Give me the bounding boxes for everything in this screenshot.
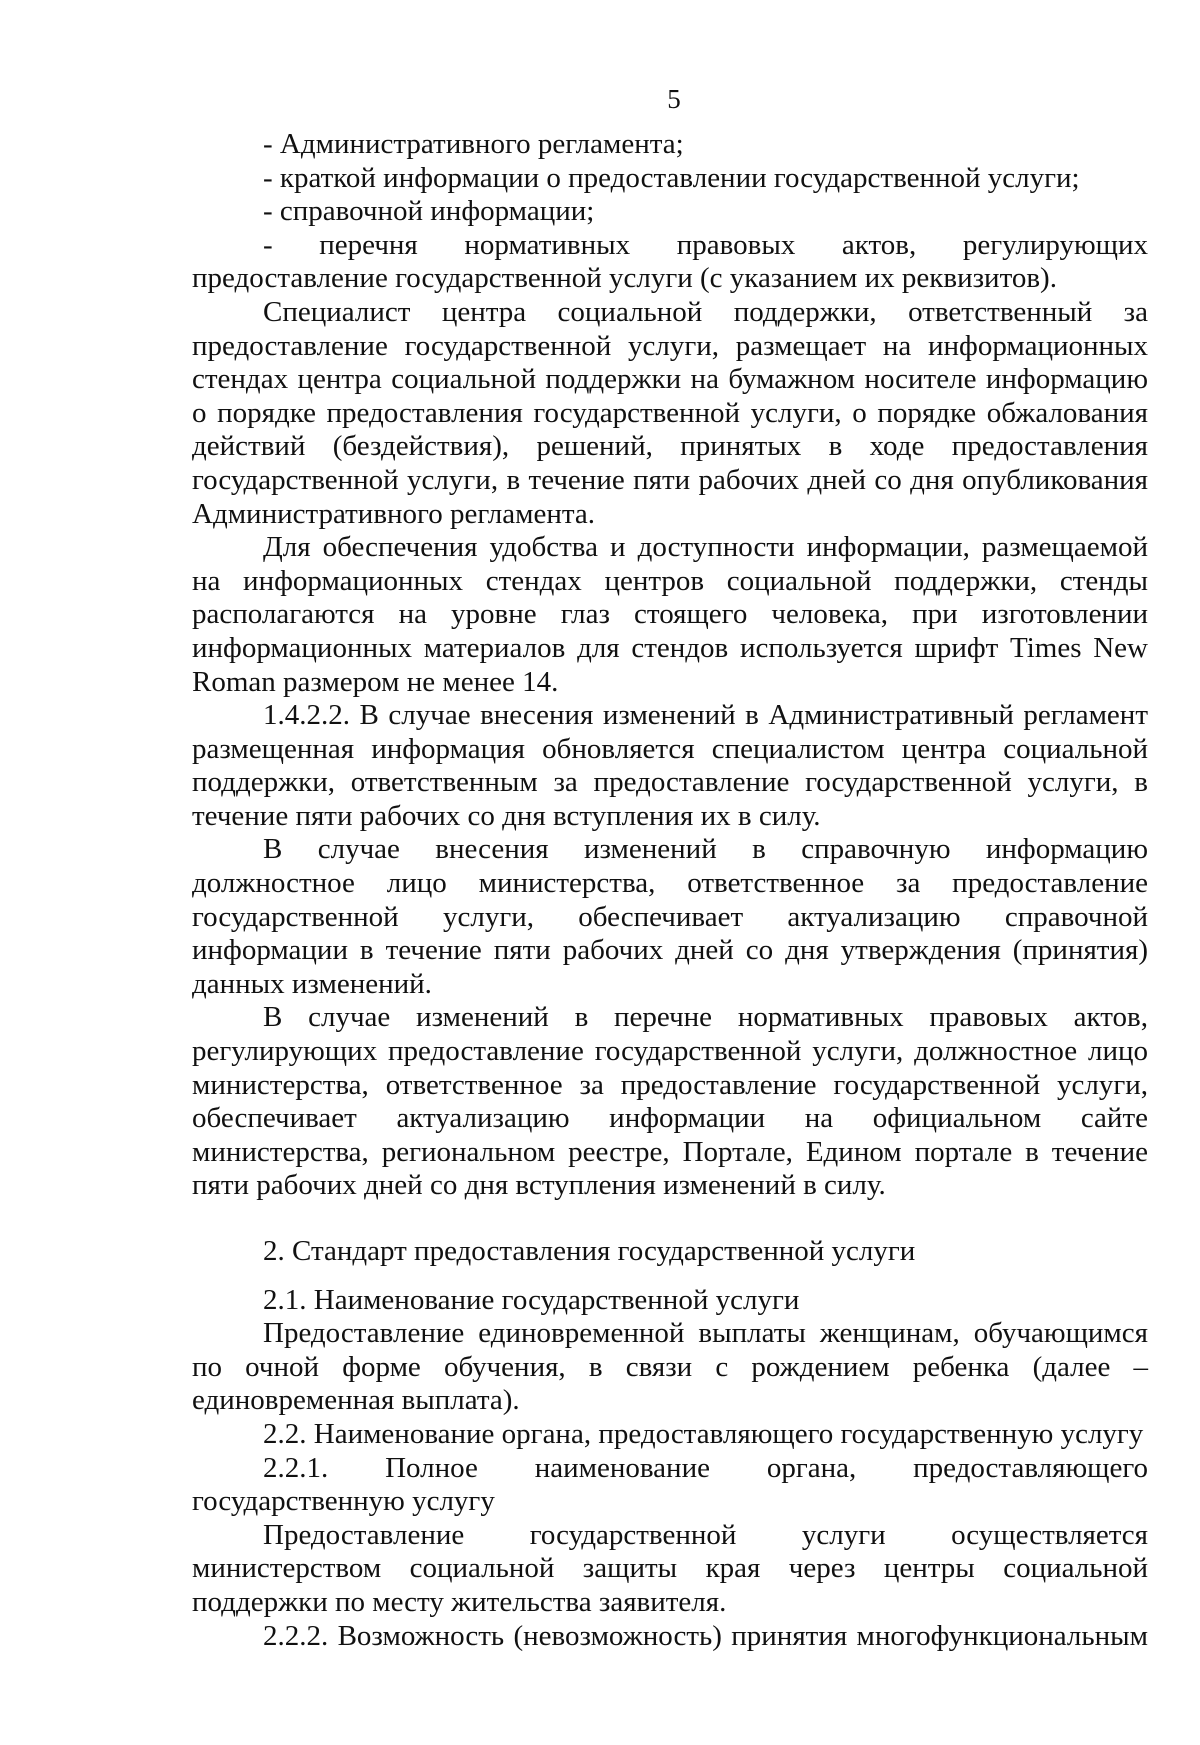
- paragraph-1-4-2-2: 1.4.2.2. В случае внесения изменений в Административный регламент размещенная информация обновляется специалистом центра социальной поддержки, ответственным за предоставление государственной услуги, в течение пяти рабочих со дня вступления их в силу.: [192, 699, 1148, 832]
- paragraph-specialist-stands: Специалист центра социальной поддержки, ответственный за предоставление государственной услуги, размещает на информационных стендах центра социальной поддержки на бумажном носителе информацию о порядке предоставления государственной услуги, о порядке обжалования действий (бездействия), решений, принятых в ходе предоставления государственной услуги, в течение пяти рабочих дней со дня опубликования Административного регламента.: [192, 295, 1148, 530]
- paragraph-legal-acts-changes: В случае изменений в перечне нормативных правовых актов, регулирующих предоставление государственной услуги, должностное лицо министерства, ответственное за предоставление государственной услуги, обеспечивает актуализацию информации на официальном сайте министерства, региональном реестре, Портале, Едином портале в течение пяти рабочих дней со дня вступления изменений в силу.: [192, 1001, 1148, 1202]
- list-item-brief-info: - краткой информации о предоставлении государственной услуги;: [263, 161, 1080, 194]
- list-item-legal-acts: - перечня нормативных правовых актов, регулирующих предоставление государственной услуги (с указанием их реквизитов).: [192, 228, 1148, 295]
- list-item-regulation: - Административного регламента;: [263, 128, 684, 160]
- section-2-2-1-text: Предоставление государственной услуги осуществляется министерством социальной защиты края через центры социальной поддержки по месту жительства заявителя.: [192, 1518, 1148, 1618]
- section-2-heading: 2. Стандарт предоставления государственной услуги: [263, 1235, 916, 1267]
- list-item-reference-info: - справочной информации;: [263, 195, 595, 228]
- section-2-2-title: 2.2. Наименование органа, предоставляющего государственную услугу: [263, 1417, 1144, 1450]
- paragraph-stand-placement: Для обеспечения удобства и доступности информации, размещаемой на информационных стендах центров социальной поддержки, стенды располагаются на уровне глаз стоящего человека, при изготовлении информационных материалов для стендов используется шрифт Times New Roman размером не менее 14.: [192, 531, 1148, 698]
- document-body: [192, 128, 1148, 1653]
- paragraph-reference-changes: В случае внесения изменений в справочную информацию должностное лицо министерства, ответственное за предоставление государственной услуги, обеспечивает актуализацию справочной информации в течение пяти рабочих дней со дня утверждения (принятия) данных изменений.: [192, 833, 1148, 1000]
- section-2-1-title: 2.1. Наименование государственной услуги: [263, 1283, 800, 1316]
- section-2-2-2-title: 2.2.2. Возможность (невозможность) принятия многофункциональным: [263, 1619, 1148, 1652]
- section-2-2-1-title: 2.2.1. Полное наименование органа, предоставляющего государственную услугу: [192, 1451, 1148, 1518]
- page-number: 5: [667, 84, 681, 114]
- section-2-1-text: Предоставление единовременной выплаты женщинам, обучающимся по очной форме обучения, в связи с рождением ребенка (далее – единовременная выплата).: [192, 1317, 1148, 1417]
